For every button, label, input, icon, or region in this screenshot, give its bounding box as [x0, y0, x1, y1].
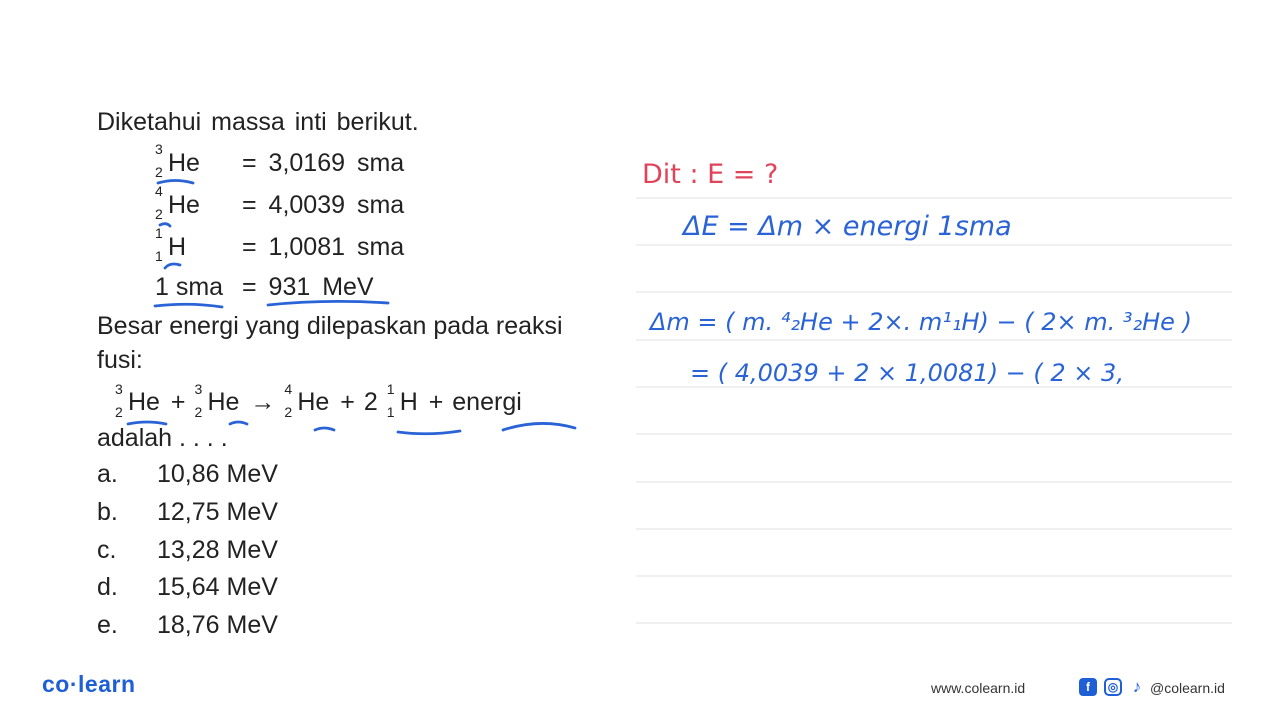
plus-sign: +: [170, 388, 186, 416]
product-h1: [386, 381, 418, 420]
colearn-logo: [42, 671, 136, 698]
underline-mark: [315, 428, 334, 430]
element-symbol: He: [168, 191, 200, 219]
option-a[interactable]: [97, 460, 278, 489]
underline-mark: [398, 431, 460, 434]
nuclide-h1: [155, 225, 187, 264]
atomic-number: 2: [194, 404, 203, 420]
question-intro: Diketahui massa inti berikut.: [97, 108, 419, 136]
reactant-he3-a: [115, 381, 160, 420]
logo-dot: ·: [69, 671, 79, 697]
plus-sign: +: [428, 388, 444, 416]
element-symbol: He: [297, 388, 330, 416]
logo-text-left: co: [42, 671, 70, 697]
atomic-number: 2: [115, 404, 123, 420]
element-symbol: H: [399, 388, 418, 416]
energy-term: energi: [452, 388, 522, 416]
mass-number: 3: [115, 381, 123, 397]
option-e[interactable]: [97, 611, 278, 640]
option-text: 13,28 MeV: [157, 536, 278, 564]
coefficient: 2: [363, 388, 378, 416]
mass-number: 4: [284, 381, 293, 397]
option-text: 15,64 MeV: [157, 573, 278, 601]
facebook-icon[interactable]: f: [1079, 678, 1097, 696]
underline-mark: [155, 304, 222, 307]
mass-number: 1: [386, 381, 395, 397]
mass-number: 3: [155, 141, 163, 157]
logo-text-right: learn: [78, 671, 136, 697]
element-symbol: He: [168, 149, 200, 177]
product-he4: [284, 381, 330, 420]
underline-mark: [230, 422, 247, 424]
note-line-2: ΔE = Δm × energi 1sma: [683, 211, 1012, 242]
mass-number: 4: [155, 183, 163, 199]
option-letter: a.: [97, 460, 118, 488]
fusion-reaction: [115, 381, 522, 420]
option-b[interactable]: [97, 498, 278, 527]
option-d[interactable]: [97, 573, 278, 602]
prompt-line-2: fusi:: [97, 346, 143, 374]
atomic-number: 1: [386, 404, 395, 420]
underline-mark: [165, 264, 180, 268]
option-letter: e.: [97, 611, 118, 639]
conversion-left: 1 sma: [155, 273, 224, 301]
atomic-number: 2: [284, 404, 293, 420]
conversion-right: = 931 MeV: [242, 273, 374, 301]
option-c[interactable]: [97, 536, 278, 565]
reactant-he3-b: [194, 381, 240, 420]
option-text: 10,86 MeV: [157, 460, 278, 488]
plus-sign: +: [340, 388, 355, 416]
footer-handle[interactable]: @colearn.id: [1150, 680, 1225, 696]
option-letter: b.: [97, 498, 118, 526]
note-line-3: Δm = ( m. ⁴₂He + 2×. m¹₁H) − ( 2× m. ³₂He ): [650, 308, 1192, 336]
footer-url[interactable]: www.colearn.id: [931, 680, 1026, 696]
prompt-line-1: Besar energi yang dilepaskan pada reaksi: [97, 312, 563, 340]
conversion-row: [155, 272, 374, 302]
mass-row-h1: [155, 225, 405, 264]
option-letter: c.: [97, 536, 117, 564]
mass-value: = 1,0081 sma: [242, 233, 405, 261]
mass-row-he4: [155, 183, 405, 222]
mass-number: 1: [155, 225, 163, 241]
mass-number: 3: [194, 381, 203, 397]
underline-mark: [503, 423, 575, 430]
option-text: 12,75 MeV: [157, 498, 278, 526]
nuclide-he4: [155, 183, 200, 222]
element-symbol: He: [207, 388, 240, 416]
mass-row-he3: [155, 141, 405, 180]
note-line-1: Dit : E = ?: [642, 159, 779, 190]
element-symbol: H: [168, 233, 187, 261]
atomic-number: 1: [155, 248, 163, 264]
option-letter: d.: [97, 573, 118, 601]
instagram-icon[interactable]: ◎: [1104, 678, 1122, 696]
option-text: 18,76 MeV: [157, 611, 278, 639]
element-symbol: He: [128, 388, 160, 416]
atomic-number: 2: [155, 164, 163, 180]
question-tail: adalah . . . .: [97, 424, 228, 452]
tiktok-icon[interactable]: ♪: [1132, 677, 1142, 696]
nuclide-he3: [155, 141, 200, 180]
note-line-4: = ( 4,0039 + 2 × 1,0081) − ( 2 × 3,: [690, 359, 1124, 387]
reaction-arrow: →: [250, 388, 276, 416]
mass-value: = 3,0169 sma: [242, 149, 405, 177]
mass-value: = 4,0039 sma: [242, 191, 405, 219]
underline-mark: [158, 181, 193, 184]
atomic-number: 2: [155, 206, 163, 222]
